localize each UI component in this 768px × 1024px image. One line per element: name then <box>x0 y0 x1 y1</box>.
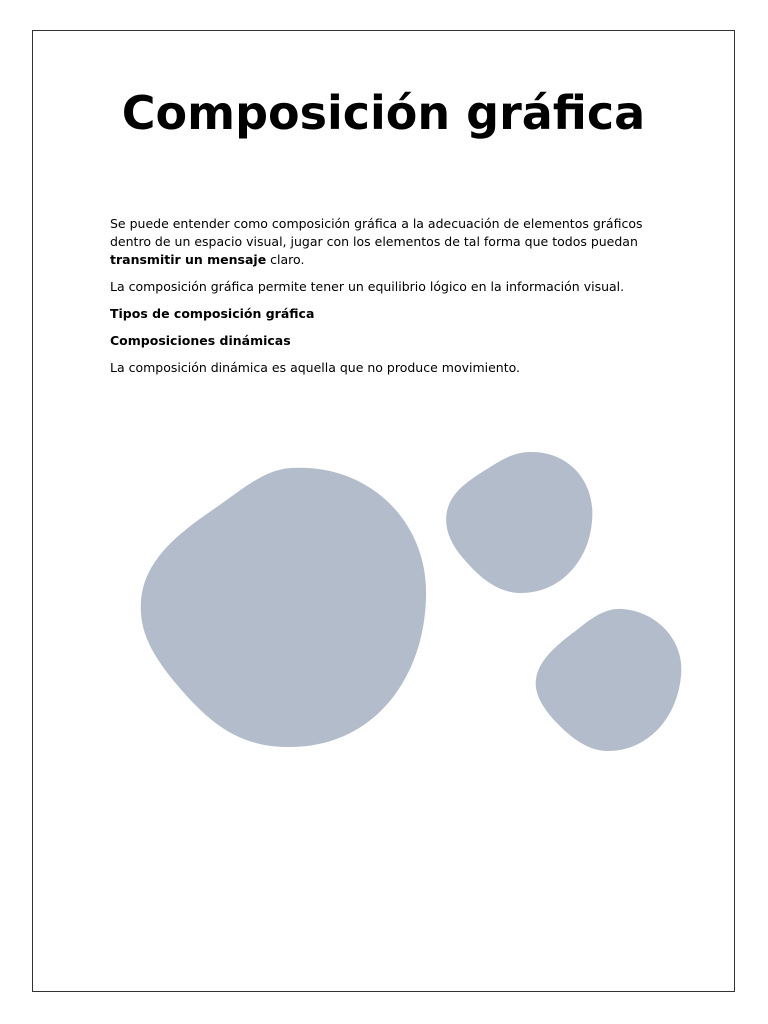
document-body <box>110 215 670 386</box>
heading-dynamic <box>110 332 670 350</box>
paragraph-definition <box>110 215 670 269</box>
paragraph-definition-bold: transmitir un mensaje <box>110 252 267 267</box>
paragraph-definition-end: claro. <box>266 252 305 267</box>
heading-types-text: Tipos de composición gráfica <box>110 306 315 321</box>
document-title: Composición gráfica <box>121 86 646 140</box>
large-blob-shape <box>141 468 426 747</box>
paragraph-definition-text: Se puede entender como composición gráfica a la adecuación de elementos gráficos dentro de un espacio visual, jugar con los elementos de tal forma que todos puedan <box>110 216 643 249</box>
small-top-blob-shape <box>446 452 592 593</box>
paragraph-balance: La composición gráfica permite tener un equilibrio lógico en la información visual. <box>110 279 625 294</box>
heading-dynamic-text: Composiciones dinámicas <box>110 333 291 348</box>
small-bottom-blob-shape <box>536 609 682 751</box>
paragraph-dynamic: La composición dinámica es aquella que no produce movimiento. <box>110 360 521 375</box>
document-page <box>32 30 735 992</box>
blob-illustration <box>33 31 736 993</box>
heading-types <box>110 305 670 323</box>
